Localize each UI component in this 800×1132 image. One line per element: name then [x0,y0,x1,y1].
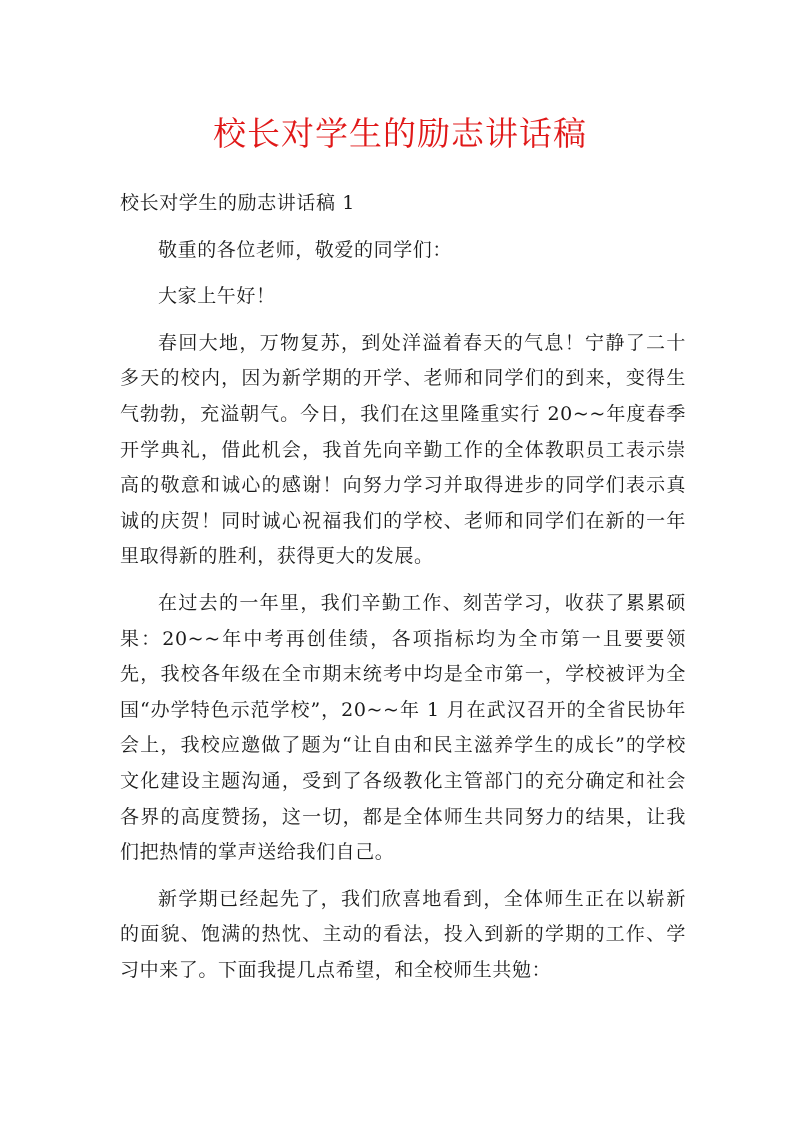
section-heading: 校长对学生的励志讲话稿 1 [120,192,355,214]
paragraph-greeting: 大家上午好！ [158,285,276,308]
paragraph-achievements: 在过去的一年里，我们辛勤工作、刻苦学习，收获了累累硕果：20~~年中考再创佳绩，各项指标均为全市第一且要要领先，我校各年级在全市期末统考中均是全市第一，学校被评为全国“办学特色示范学校”，20~~年 1 月在武汉召开的全省民协年会上，我校应邀做了题为“让自由和民主滋养学生的成长”的学校文化建设主题沟通，受到了各级教化主管部门的充分确定和社会各界的高度赞扬，这一切，都是全体师生共同努力的结果，让我们把热情的掌声送给我们自己。 [120,591,686,864]
document-title: 校长对学生的励志讲话稿 [213,114,587,153]
paragraph-new-semester: 新学期已经起先了，我们欣喜地看到，全体师生正在以崭新的面貌、饱满的热忱、主动的看法，投入到新的学期的工作、学习中来了。下面我提几点希望，和全校师生共勉： [120,887,686,981]
paragraph-spring: 春回大地，万物复苏，到处洋溢着春天的气息！宁静了二十多天的校内，因为新学期的开学、老师和同学们的到来，变得生气勃勃，充溢朝气。今日，我们在这里隆重实行 20~~年度春季开学典礼，借此机会，我首先向辛勤工作的全体教职员工表示崇高的敬意和诚心的感谢！向努力学习并取得进步的同学们表示真诚的庆贺！同时诚心祝福我们的学校、老师和同学们在新的一年里取得新的胜利，获得更大的发展。 [120,331,686,568]
document-body [120,186,686,988]
paragraph-salutation: 敬重的各位老师，敬爱的同学们： [158,238,453,261]
